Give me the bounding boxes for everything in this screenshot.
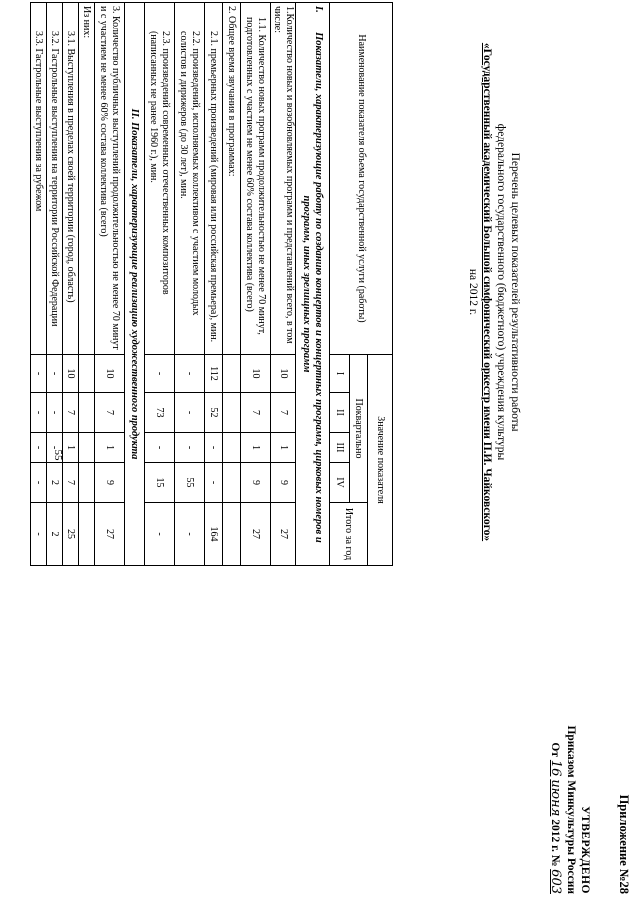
- value-cell: 55: [175, 463, 205, 503]
- title-line-2: федерального государственного (бюджетного) учреждения культуры: [495, 123, 507, 461]
- order-number: 603: [548, 869, 563, 894]
- value-cell: 25: [63, 503, 79, 566]
- header-quarterly: Поквартально: [350, 355, 368, 503]
- value-cell: -: [31, 463, 47, 503]
- header-value: Значение показателя: [368, 355, 393, 566]
- approved-stamp: УТВЕРЖДЕНО: [579, 806, 591, 894]
- value-cell: 7: [271, 393, 296, 433]
- value-cell: 27: [271, 503, 296, 566]
- header-quarter-4: IV: [330, 463, 350, 503]
- value-cell: 15: [145, 463, 175, 503]
- value-cell: 1: [271, 433, 296, 463]
- section-1-text: Показатели, характеризующие работу по созданию концертов и концертных программ, цирковых номеров и программ, иных зрелищных программ: [301, 32, 325, 543]
- value-cell: -: [175, 433, 205, 463]
- value-cell: [79, 433, 95, 463]
- value-cell: 52: [205, 393, 223, 433]
- value-cell: -: [31, 393, 47, 433]
- value-cell: 9: [95, 463, 125, 503]
- appendix-label: Приложение №28: [617, 794, 631, 894]
- value-cell: 10: [241, 355, 271, 393]
- value-cell: 1: [95, 433, 125, 463]
- value-cell: 10: [271, 355, 296, 393]
- value-cell: -: [31, 503, 47, 566]
- value-cell: 7: [95, 393, 125, 433]
- indicators-table: [30, 2, 393, 566]
- value-cell: [223, 433, 241, 463]
- value-cell: 27: [241, 503, 271, 566]
- value-cell: 27: [95, 503, 125, 566]
- value-cell: [223, 503, 241, 566]
- order-date-number: [548, 742, 563, 894]
- order-label: Приказом Минкультуры России: [565, 725, 577, 894]
- rotated-document: [21, 2, 640, 902]
- value-cell: -: [175, 393, 205, 433]
- value-cell: -: [145, 355, 175, 393]
- section-1-heading: [296, 3, 330, 566]
- row-name: 2.2. произведений, исполняемых коллективом с участием молодых солистов и дирижеров (до 30 лет), мин.: [175, 3, 205, 355]
- value-cell: 112: [205, 355, 223, 393]
- order-day: 16: [548, 759, 563, 777]
- row-name: 1.Количество новых и возобновляемых программ и представлений всего, в том числе:: [271, 3, 296, 355]
- header-name: Наименование показателя объема государственной услуги (работы): [330, 3, 393, 355]
- title-line-1: Перечень целевых показателей результативности работы: [509, 152, 521, 432]
- value-cell: [223, 463, 241, 503]
- value-cell: -: [31, 433, 47, 463]
- order-month: июня: [548, 779, 563, 817]
- value-cell: 9: [241, 463, 271, 503]
- page-number: 55: [52, 449, 64, 461]
- value-cell: 7: [241, 393, 271, 433]
- value-cell: -: [145, 433, 175, 463]
- value-cell: -: [205, 463, 223, 503]
- value-cell: 1: [63, 433, 79, 463]
- row-name: 1.1. Количество новых программ продолжительностью не менее 70 минут, подготовленных с участием не менее 60% состава коллектива (всего): [241, 3, 271, 355]
- value-cell: [223, 393, 241, 433]
- value-cell: [79, 393, 95, 433]
- order-year: 2012 г. №: [549, 819, 561, 867]
- value-cell: 10: [95, 355, 125, 393]
- section-1-number: I.: [313, 6, 325, 13]
- value-cell: [79, 355, 95, 393]
- row-name: Из них:: [79, 3, 95, 355]
- row-name: 2. Общее время звучания в программах:: [223, 3, 241, 355]
- value-cell: 1: [241, 433, 271, 463]
- row-name: 3. Количество публичных выступлений продолжительностью не менее 70 минут и с участием не менее 60% состава коллектива (всего): [95, 3, 125, 355]
- value-cell: 73: [145, 393, 175, 433]
- value-cell: -: [31, 355, 47, 393]
- section-2-number: II.: [129, 108, 141, 120]
- value-cell: [223, 355, 241, 393]
- row-name: 3.3. Гастрольные выступления за рубежом: [31, 3, 47, 355]
- header-quarter-1: I: [330, 355, 350, 393]
- title-line-3: «Государственный академический Большой симфонический оркестр имени П.И. Чайковского»: [481, 42, 493, 542]
- value-cell: -: [47, 355, 63, 393]
- value-cell: -: [145, 503, 175, 566]
- title-line-4: на 2012 г.: [467, 268, 479, 316]
- section-1-row: [296, 3, 330, 566]
- value-cell: -: [175, 355, 205, 393]
- header-total: Итого за год: [330, 503, 368, 566]
- value-cell: 164: [205, 503, 223, 566]
- header-quarter-2: II: [330, 393, 350, 433]
- value-cell: 7: [63, 393, 79, 433]
- value-cell: -: [47, 393, 63, 433]
- section-2-text: Показатели, характеризующие реализацию художественного продукта: [129, 122, 141, 460]
- value-cell: 7: [63, 463, 79, 503]
- value-cell: -: [205, 433, 223, 463]
- row-name: 3.1. Выступления в пределах своей территории (город, область): [63, 3, 79, 355]
- value-cell: -: [47, 433, 63, 463]
- value-cell: [79, 503, 95, 566]
- value-cell: 9: [271, 463, 296, 503]
- header-quarter-3: III: [330, 433, 350, 463]
- value-cell: [79, 463, 95, 503]
- value-cell: -: [175, 503, 205, 566]
- value-cell: 10: [63, 355, 79, 393]
- value-cell: 2: [47, 463, 63, 503]
- row-name: 2.3. произведений современных отечественных композиторов (написанных не ранее 1960 г.), мин.: [145, 3, 175, 355]
- value-cell: 2: [47, 503, 63, 566]
- order-from: От: [549, 742, 561, 758]
- section-2-row: [125, 3, 145, 566]
- row-name: 3.2. Гастрольные выступления на территории Российской Федерации: [47, 3, 63, 355]
- section-2-heading: [125, 3, 145, 566]
- row-name: 2.1. премьерных произведений (мировая или российская премьера), мин.: [205, 3, 223, 355]
